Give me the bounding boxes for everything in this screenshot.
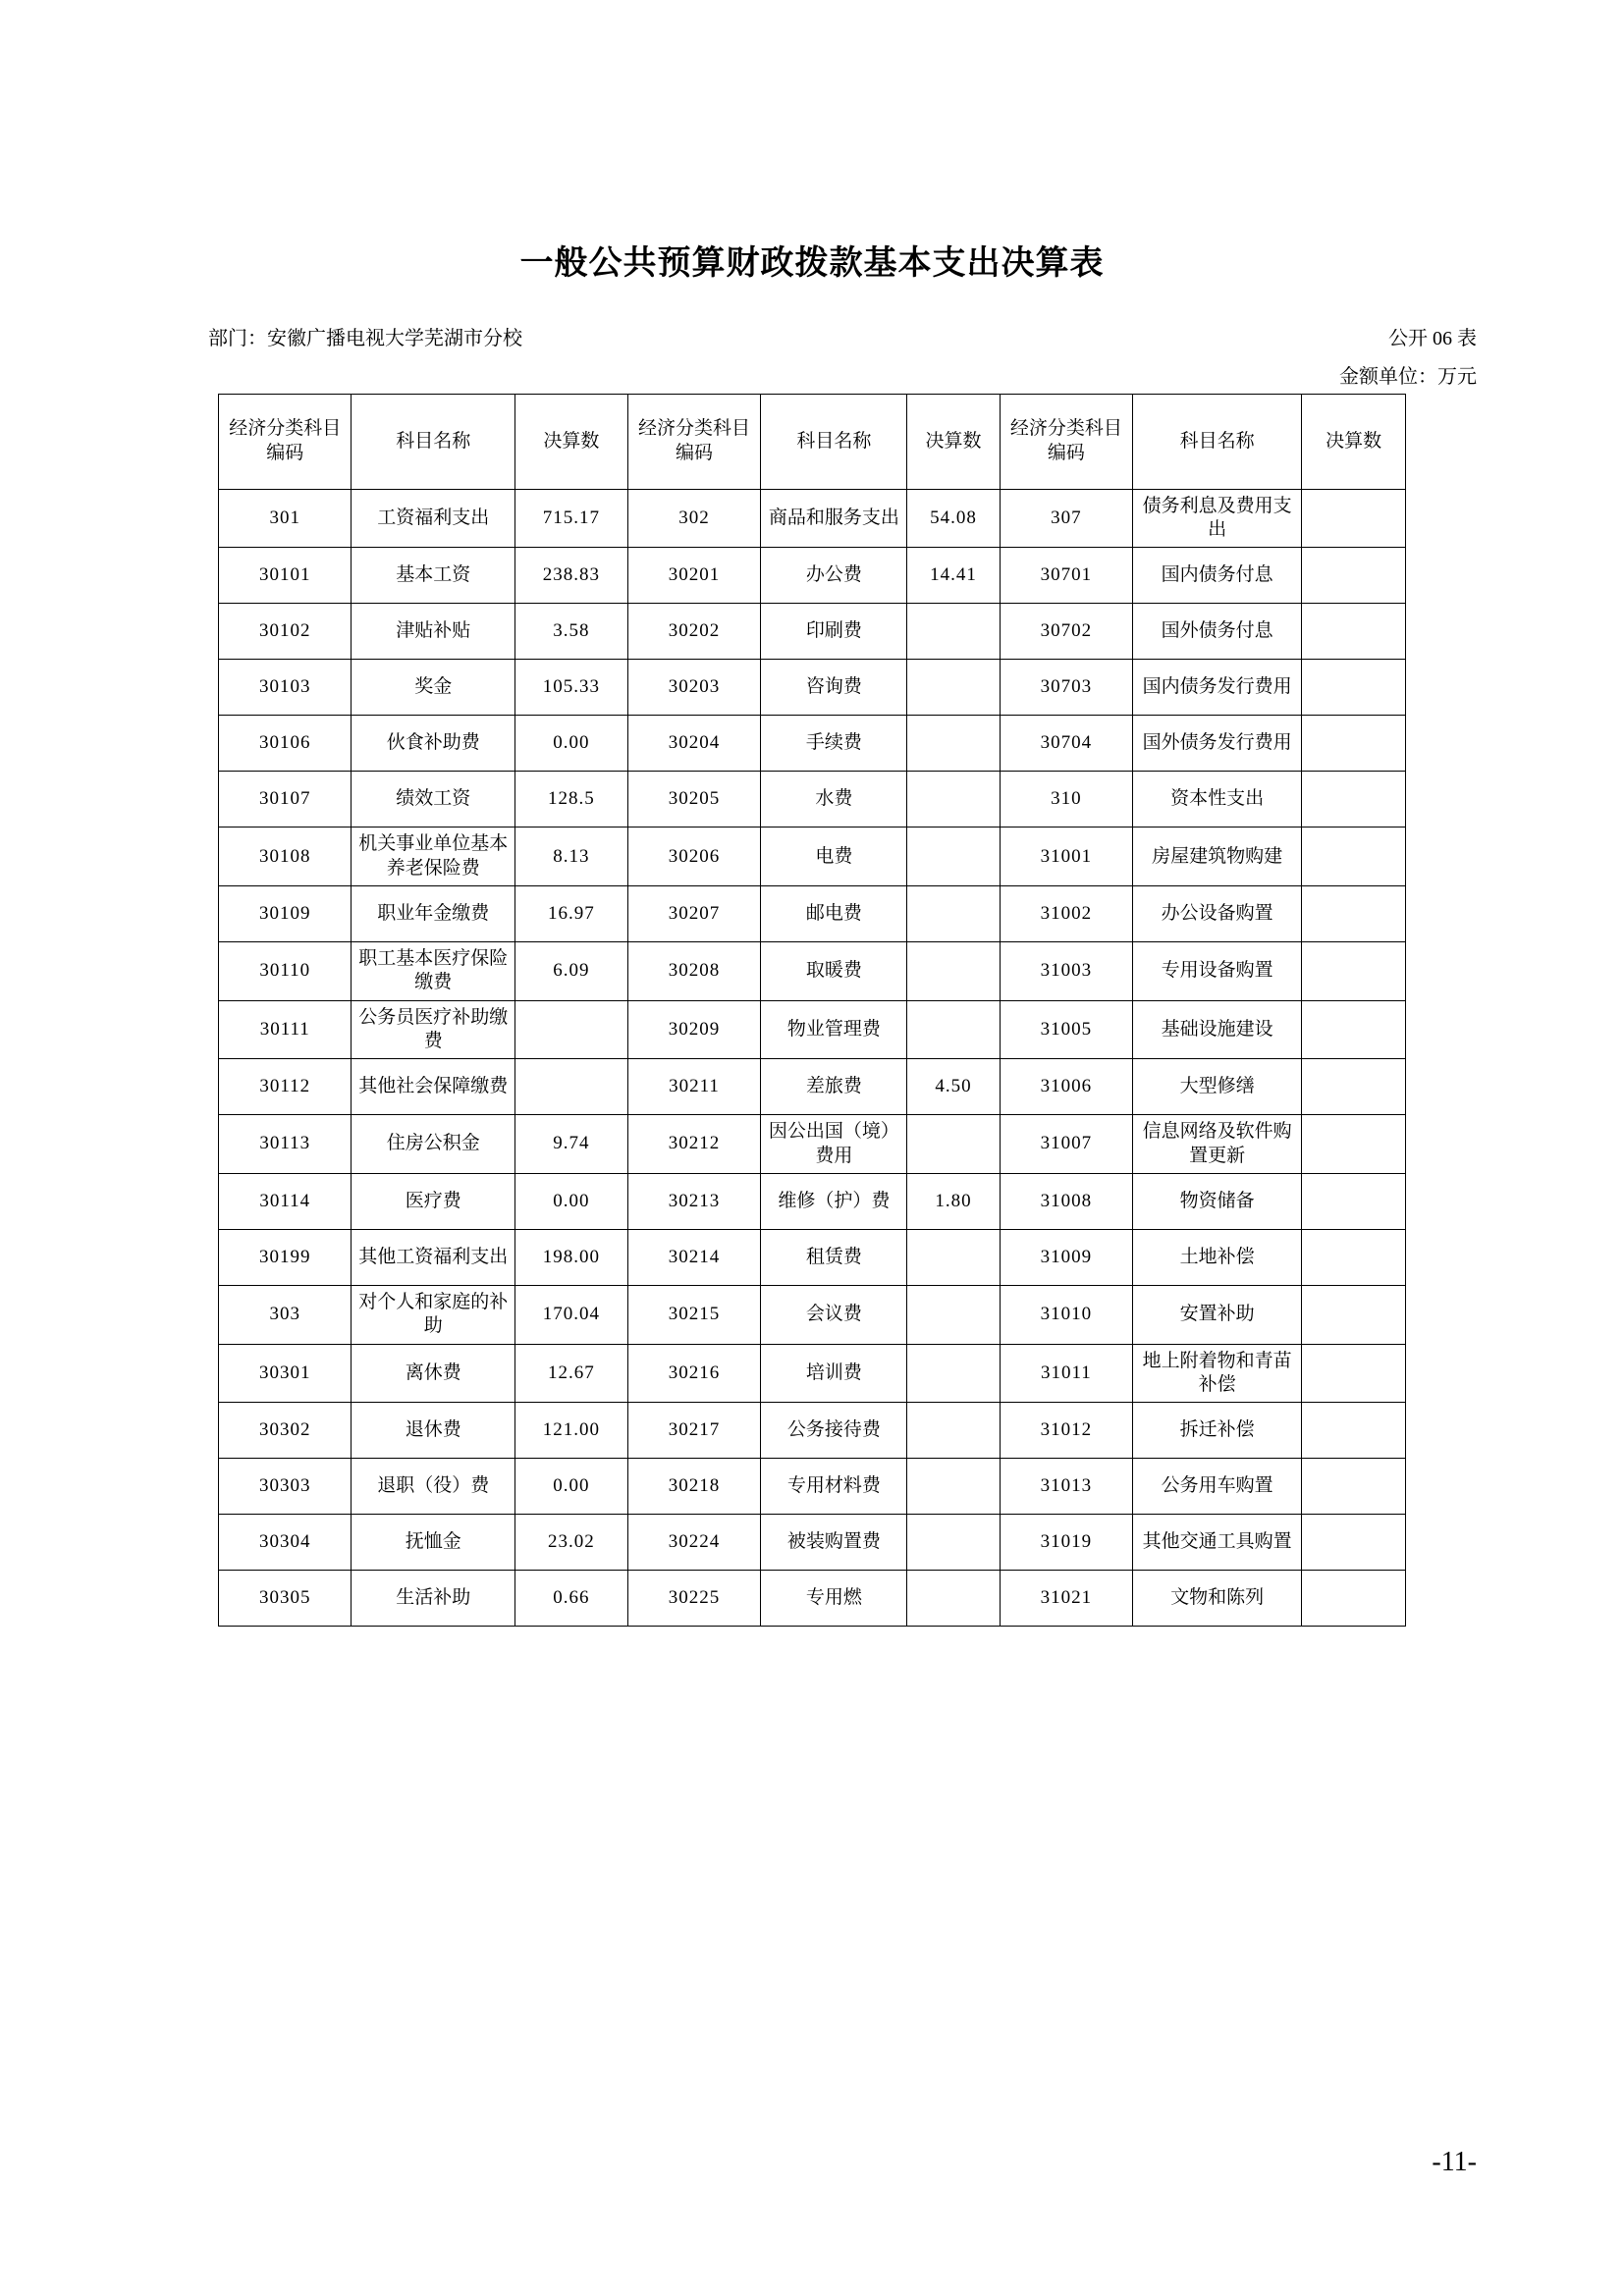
table-cell: 离休费 bbox=[352, 1344, 514, 1403]
column-header: 经济分类科目编码 bbox=[1000, 394, 1132, 489]
table-cell: 30304 bbox=[219, 1515, 352, 1571]
table-cell: 30199 bbox=[219, 1229, 352, 1285]
table-cell: 30107 bbox=[219, 772, 352, 828]
table-cell: 105.33 bbox=[514, 660, 627, 716]
table-cell bbox=[1302, 1000, 1406, 1059]
table-cell bbox=[907, 1403, 1000, 1459]
table-cell: 奖金 bbox=[352, 660, 514, 716]
table-cell bbox=[907, 828, 1000, 886]
table-cell: 30225 bbox=[627, 1571, 760, 1627]
table-cell: 安置补助 bbox=[1133, 1285, 1302, 1344]
table-cell: 23.02 bbox=[514, 1515, 627, 1571]
table-cell bbox=[907, 886, 1000, 942]
table-row bbox=[219, 828, 1406, 886]
table-header-row bbox=[219, 394, 1406, 489]
table-cell: 因公出国（境）费用 bbox=[761, 1115, 907, 1174]
table-cell: 16.97 bbox=[514, 886, 627, 942]
table-cell: 专用燃 bbox=[761, 1571, 907, 1627]
table-cell: 邮电费 bbox=[761, 886, 907, 942]
table-cell: 国内债务发行费用 bbox=[1133, 660, 1302, 716]
table-cell: 31011 bbox=[1000, 1344, 1132, 1403]
table-cell: 培训费 bbox=[761, 1344, 907, 1403]
table-cell: 30111 bbox=[219, 1000, 352, 1059]
table-cell bbox=[907, 1229, 1000, 1285]
table-cell: 30205 bbox=[627, 772, 760, 828]
table-cell: 30211 bbox=[627, 1059, 760, 1115]
table-row bbox=[219, 1459, 1406, 1515]
table-cell: 基本工资 bbox=[352, 548, 514, 604]
table-cell bbox=[907, 1000, 1000, 1059]
table-cell: 31006 bbox=[1000, 1059, 1132, 1115]
table-cell bbox=[514, 1000, 627, 1059]
table-cell: 30301 bbox=[219, 1344, 352, 1403]
table-cell: 30101 bbox=[219, 548, 352, 604]
table-cell: 310 bbox=[1000, 772, 1132, 828]
page-number: -11- bbox=[1432, 2147, 1477, 2177]
table-cell: 30202 bbox=[627, 604, 760, 660]
table-cell: 土地补偿 bbox=[1133, 1229, 1302, 1285]
table-cell: 公务员医疗补助缴费 bbox=[352, 1000, 514, 1059]
table-cell: 30217 bbox=[627, 1403, 760, 1459]
table-cell: 机关事业单位基本养老保险费 bbox=[352, 828, 514, 886]
column-header: 经济分类科目编码 bbox=[219, 394, 352, 489]
table-cell: 30216 bbox=[627, 1344, 760, 1403]
table-cell: 退职（役）费 bbox=[352, 1459, 514, 1515]
table-cell: 30201 bbox=[627, 548, 760, 604]
table-row bbox=[219, 1571, 1406, 1627]
table-cell: 其他工资福利支出 bbox=[352, 1229, 514, 1285]
table-cell: 被装购置费 bbox=[761, 1515, 907, 1571]
table-cell: 房屋建筑物购建 bbox=[1133, 828, 1302, 886]
table-cell: 301 bbox=[219, 489, 352, 548]
table-cell: 对个人和家庭的补助 bbox=[352, 1285, 514, 1344]
table-cell bbox=[907, 1115, 1000, 1174]
table-row bbox=[219, 1403, 1406, 1459]
table-cell: 专用设备购置 bbox=[1133, 942, 1302, 1001]
table-cell: 30108 bbox=[219, 828, 352, 886]
table-cell: 30207 bbox=[627, 886, 760, 942]
table-cell bbox=[1302, 1403, 1406, 1459]
table-cell: 其他社会保障缴费 bbox=[352, 1059, 514, 1115]
table-row bbox=[219, 548, 1406, 604]
department-prefix: 部门： bbox=[208, 327, 267, 349]
table-row bbox=[219, 1000, 1406, 1059]
table-cell: 取暖费 bbox=[761, 942, 907, 1001]
table-cell: 基础设施建设 bbox=[1133, 1000, 1302, 1059]
table-cell: 30102 bbox=[219, 604, 352, 660]
page-title: 一般公共预算财政拨款基本支出决算表 bbox=[519, 243, 1105, 283]
table-cell: 30103 bbox=[219, 660, 352, 716]
table-row bbox=[219, 660, 1406, 716]
table-row bbox=[219, 1285, 1406, 1344]
table-cell: 物业管理费 bbox=[761, 1000, 907, 1059]
table-cell: 30114 bbox=[219, 1173, 352, 1229]
table-cell: 电费 bbox=[761, 828, 907, 886]
table-cell bbox=[907, 1515, 1000, 1571]
column-header: 科目名称 bbox=[352, 394, 514, 489]
table-cell: 专用材料费 bbox=[761, 1459, 907, 1515]
table-cell: 30303 bbox=[219, 1459, 352, 1515]
table-cell: 30702 bbox=[1000, 604, 1132, 660]
table-cell: 地上附着物和青苗补偿 bbox=[1133, 1344, 1302, 1403]
table-cell: 资本性支出 bbox=[1133, 772, 1302, 828]
table-cell bbox=[1302, 1571, 1406, 1627]
table-cell: 公务接待费 bbox=[761, 1403, 907, 1459]
table-cell: 水费 bbox=[761, 772, 907, 828]
table-cell: 办公设备购置 bbox=[1133, 886, 1302, 942]
table-cell: 31003 bbox=[1000, 942, 1132, 1001]
table-cell bbox=[514, 1059, 627, 1115]
table-cell: 30305 bbox=[219, 1571, 352, 1627]
table-cell bbox=[907, 942, 1000, 1001]
table-cell bbox=[1302, 489, 1406, 548]
amount-unit: 金额单位：万元 bbox=[1339, 365, 1477, 388]
table-cell: 31013 bbox=[1000, 1459, 1132, 1515]
table-cell: 170.04 bbox=[514, 1285, 627, 1344]
table-cell bbox=[1302, 1515, 1406, 1571]
table-cell: 30112 bbox=[219, 1059, 352, 1115]
table-cell bbox=[1302, 942, 1406, 1001]
table-cell: 职业年金缴费 bbox=[352, 886, 514, 942]
table-cell: 31019 bbox=[1000, 1515, 1132, 1571]
table-cell: 差旅费 bbox=[761, 1059, 907, 1115]
table-cell: 30704 bbox=[1000, 716, 1132, 772]
table-cell: 54.08 bbox=[907, 489, 1000, 548]
column-header: 科目名称 bbox=[1133, 394, 1302, 489]
table-cell bbox=[907, 772, 1000, 828]
table-cell: 其他交通工具购置 bbox=[1133, 1515, 1302, 1571]
table-cell: 30113 bbox=[219, 1115, 352, 1174]
table-cell: 租赁费 bbox=[761, 1229, 907, 1285]
table-cell: 302 bbox=[627, 489, 760, 548]
table-cell bbox=[1302, 604, 1406, 660]
table-cell: 公务用车购置 bbox=[1133, 1459, 1302, 1515]
table-cell: 国外债务发行费用 bbox=[1133, 716, 1302, 772]
table-cell bbox=[1302, 1344, 1406, 1403]
table-cell: 198.00 bbox=[514, 1229, 627, 1285]
table-cell: 生活补助 bbox=[352, 1571, 514, 1627]
table-cell: 拆迁补偿 bbox=[1133, 1403, 1302, 1459]
table-cell bbox=[907, 1344, 1000, 1403]
table-body bbox=[219, 489, 1406, 1626]
table-cell bbox=[1302, 716, 1406, 772]
table-cell: 303 bbox=[219, 1285, 352, 1344]
table-cell: 会议费 bbox=[761, 1285, 907, 1344]
table-cell: 30701 bbox=[1000, 548, 1132, 604]
table-cell: 30203 bbox=[627, 660, 760, 716]
table-cell: 债务利息及费用支出 bbox=[1133, 489, 1302, 548]
table-cell: 抚恤金 bbox=[352, 1515, 514, 1571]
document-meta bbox=[147, 325, 1477, 386]
table-cell: 30218 bbox=[627, 1459, 760, 1515]
table-cell: 津贴补贴 bbox=[352, 604, 514, 660]
table-cell: 1.80 bbox=[907, 1173, 1000, 1229]
table-cell: 30106 bbox=[219, 716, 352, 772]
table-cell: 31009 bbox=[1000, 1229, 1132, 1285]
table-cell bbox=[1302, 548, 1406, 604]
table-row bbox=[219, 604, 1406, 660]
table-cell: 31001 bbox=[1000, 828, 1132, 886]
table-row bbox=[219, 1344, 1406, 1403]
table-cell: 30213 bbox=[627, 1173, 760, 1229]
table-cell bbox=[1302, 1285, 1406, 1344]
form-label: 公开 06 表 bbox=[1388, 327, 1477, 349]
table-cell: 30204 bbox=[627, 716, 760, 772]
table-cell: 医疗费 bbox=[352, 1173, 514, 1229]
table-cell: 办公费 bbox=[761, 548, 907, 604]
table-row bbox=[219, 489, 1406, 548]
table-row bbox=[219, 716, 1406, 772]
column-header: 决算数 bbox=[907, 394, 1000, 489]
table-cell: 物资储备 bbox=[1133, 1173, 1302, 1229]
table-cell: 国内债务付息 bbox=[1133, 548, 1302, 604]
table-cell bbox=[1302, 1229, 1406, 1285]
table-cell: 国外债务付息 bbox=[1133, 604, 1302, 660]
table-cell: 12.67 bbox=[514, 1344, 627, 1403]
column-header: 经济分类科目编码 bbox=[627, 394, 760, 489]
table-row bbox=[219, 772, 1406, 828]
table-cell: 住房公积金 bbox=[352, 1115, 514, 1174]
table-cell: 30109 bbox=[219, 886, 352, 942]
table-cell: 715.17 bbox=[514, 489, 627, 548]
department-name: 安徽广播电视大学芜湖市分校 bbox=[267, 327, 522, 349]
table-cell bbox=[1302, 772, 1406, 828]
column-header: 科目名称 bbox=[761, 394, 907, 489]
table-cell bbox=[907, 1459, 1000, 1515]
table-cell: 128.5 bbox=[514, 772, 627, 828]
table-cell bbox=[1302, 1173, 1406, 1229]
table-cell: 31012 bbox=[1000, 1403, 1132, 1459]
table-cell bbox=[1302, 1459, 1406, 1515]
table-cell bbox=[1302, 1115, 1406, 1174]
table-row bbox=[219, 1515, 1406, 1571]
table-cell: 31021 bbox=[1000, 1571, 1132, 1627]
table-cell: 30209 bbox=[627, 1000, 760, 1059]
budget-table bbox=[218, 394, 1406, 1627]
table-cell: 30110 bbox=[219, 942, 352, 1001]
form-meta bbox=[1339, 325, 1477, 392]
table-cell: 商品和服务支出 bbox=[761, 489, 907, 548]
table-cell: 31005 bbox=[1000, 1000, 1132, 1059]
table-cell: 30215 bbox=[627, 1285, 760, 1344]
table-cell: 121.00 bbox=[514, 1403, 627, 1459]
table-cell: 工资福利支出 bbox=[352, 489, 514, 548]
table-cell: 31002 bbox=[1000, 886, 1132, 942]
table-cell: 咨询费 bbox=[761, 660, 907, 716]
table-cell: 印刷费 bbox=[761, 604, 907, 660]
table-cell: 14.41 bbox=[907, 548, 1000, 604]
department-info bbox=[208, 325, 621, 353]
table-cell bbox=[1302, 828, 1406, 886]
table-cell: 大型修缮 bbox=[1133, 1059, 1302, 1115]
table-cell: 8.13 bbox=[514, 828, 627, 886]
table-cell: 30206 bbox=[627, 828, 760, 886]
table-cell: 信息网络及软件购置更新 bbox=[1133, 1115, 1302, 1174]
table-cell: 退休费 bbox=[352, 1403, 514, 1459]
table-cell: 307 bbox=[1000, 489, 1132, 548]
table-cell bbox=[907, 716, 1000, 772]
table-cell: 30214 bbox=[627, 1229, 760, 1285]
table-cell: 0.66 bbox=[514, 1571, 627, 1627]
table-cell bbox=[907, 1571, 1000, 1627]
table-cell: 31008 bbox=[1000, 1173, 1132, 1229]
table-cell: 0.00 bbox=[514, 1459, 627, 1515]
table-cell: 手续费 bbox=[761, 716, 907, 772]
table-row bbox=[219, 1059, 1406, 1115]
table-cell: 30224 bbox=[627, 1515, 760, 1571]
table-row bbox=[219, 886, 1406, 942]
table-cell: 职工基本医疗保险缴费 bbox=[352, 942, 514, 1001]
table-cell: 0.00 bbox=[514, 716, 627, 772]
column-header: 决算数 bbox=[1302, 394, 1406, 489]
table-cell bbox=[907, 604, 1000, 660]
table-cell: 3.58 bbox=[514, 604, 627, 660]
table-cell: 30208 bbox=[627, 942, 760, 1001]
table-cell: 238.83 bbox=[514, 548, 627, 604]
table-cell: 绩效工资 bbox=[352, 772, 514, 828]
table-cell: 30703 bbox=[1000, 660, 1132, 716]
table-cell bbox=[1302, 660, 1406, 716]
table-cell bbox=[907, 1285, 1000, 1344]
column-header: 决算数 bbox=[514, 394, 627, 489]
table-cell: 9.74 bbox=[514, 1115, 627, 1174]
table-row bbox=[219, 942, 1406, 1001]
table-cell: 伙食补助费 bbox=[352, 716, 514, 772]
table-cell: 31010 bbox=[1000, 1285, 1132, 1344]
table-row bbox=[219, 1173, 1406, 1229]
table-cell bbox=[907, 660, 1000, 716]
table-cell bbox=[1302, 1059, 1406, 1115]
table-cell: 6.09 bbox=[514, 942, 627, 1001]
table-cell: 文物和陈列 bbox=[1133, 1571, 1302, 1627]
table-cell: 31007 bbox=[1000, 1115, 1132, 1174]
table-row bbox=[219, 1115, 1406, 1174]
table-cell: 30212 bbox=[627, 1115, 760, 1174]
table-cell: 0.00 bbox=[514, 1173, 627, 1229]
table-cell: 30302 bbox=[219, 1403, 352, 1459]
table-row bbox=[219, 1229, 1406, 1285]
table-cell bbox=[1302, 886, 1406, 942]
table-cell: 维修（护）费 bbox=[761, 1173, 907, 1229]
table-cell: 4.50 bbox=[907, 1059, 1000, 1115]
